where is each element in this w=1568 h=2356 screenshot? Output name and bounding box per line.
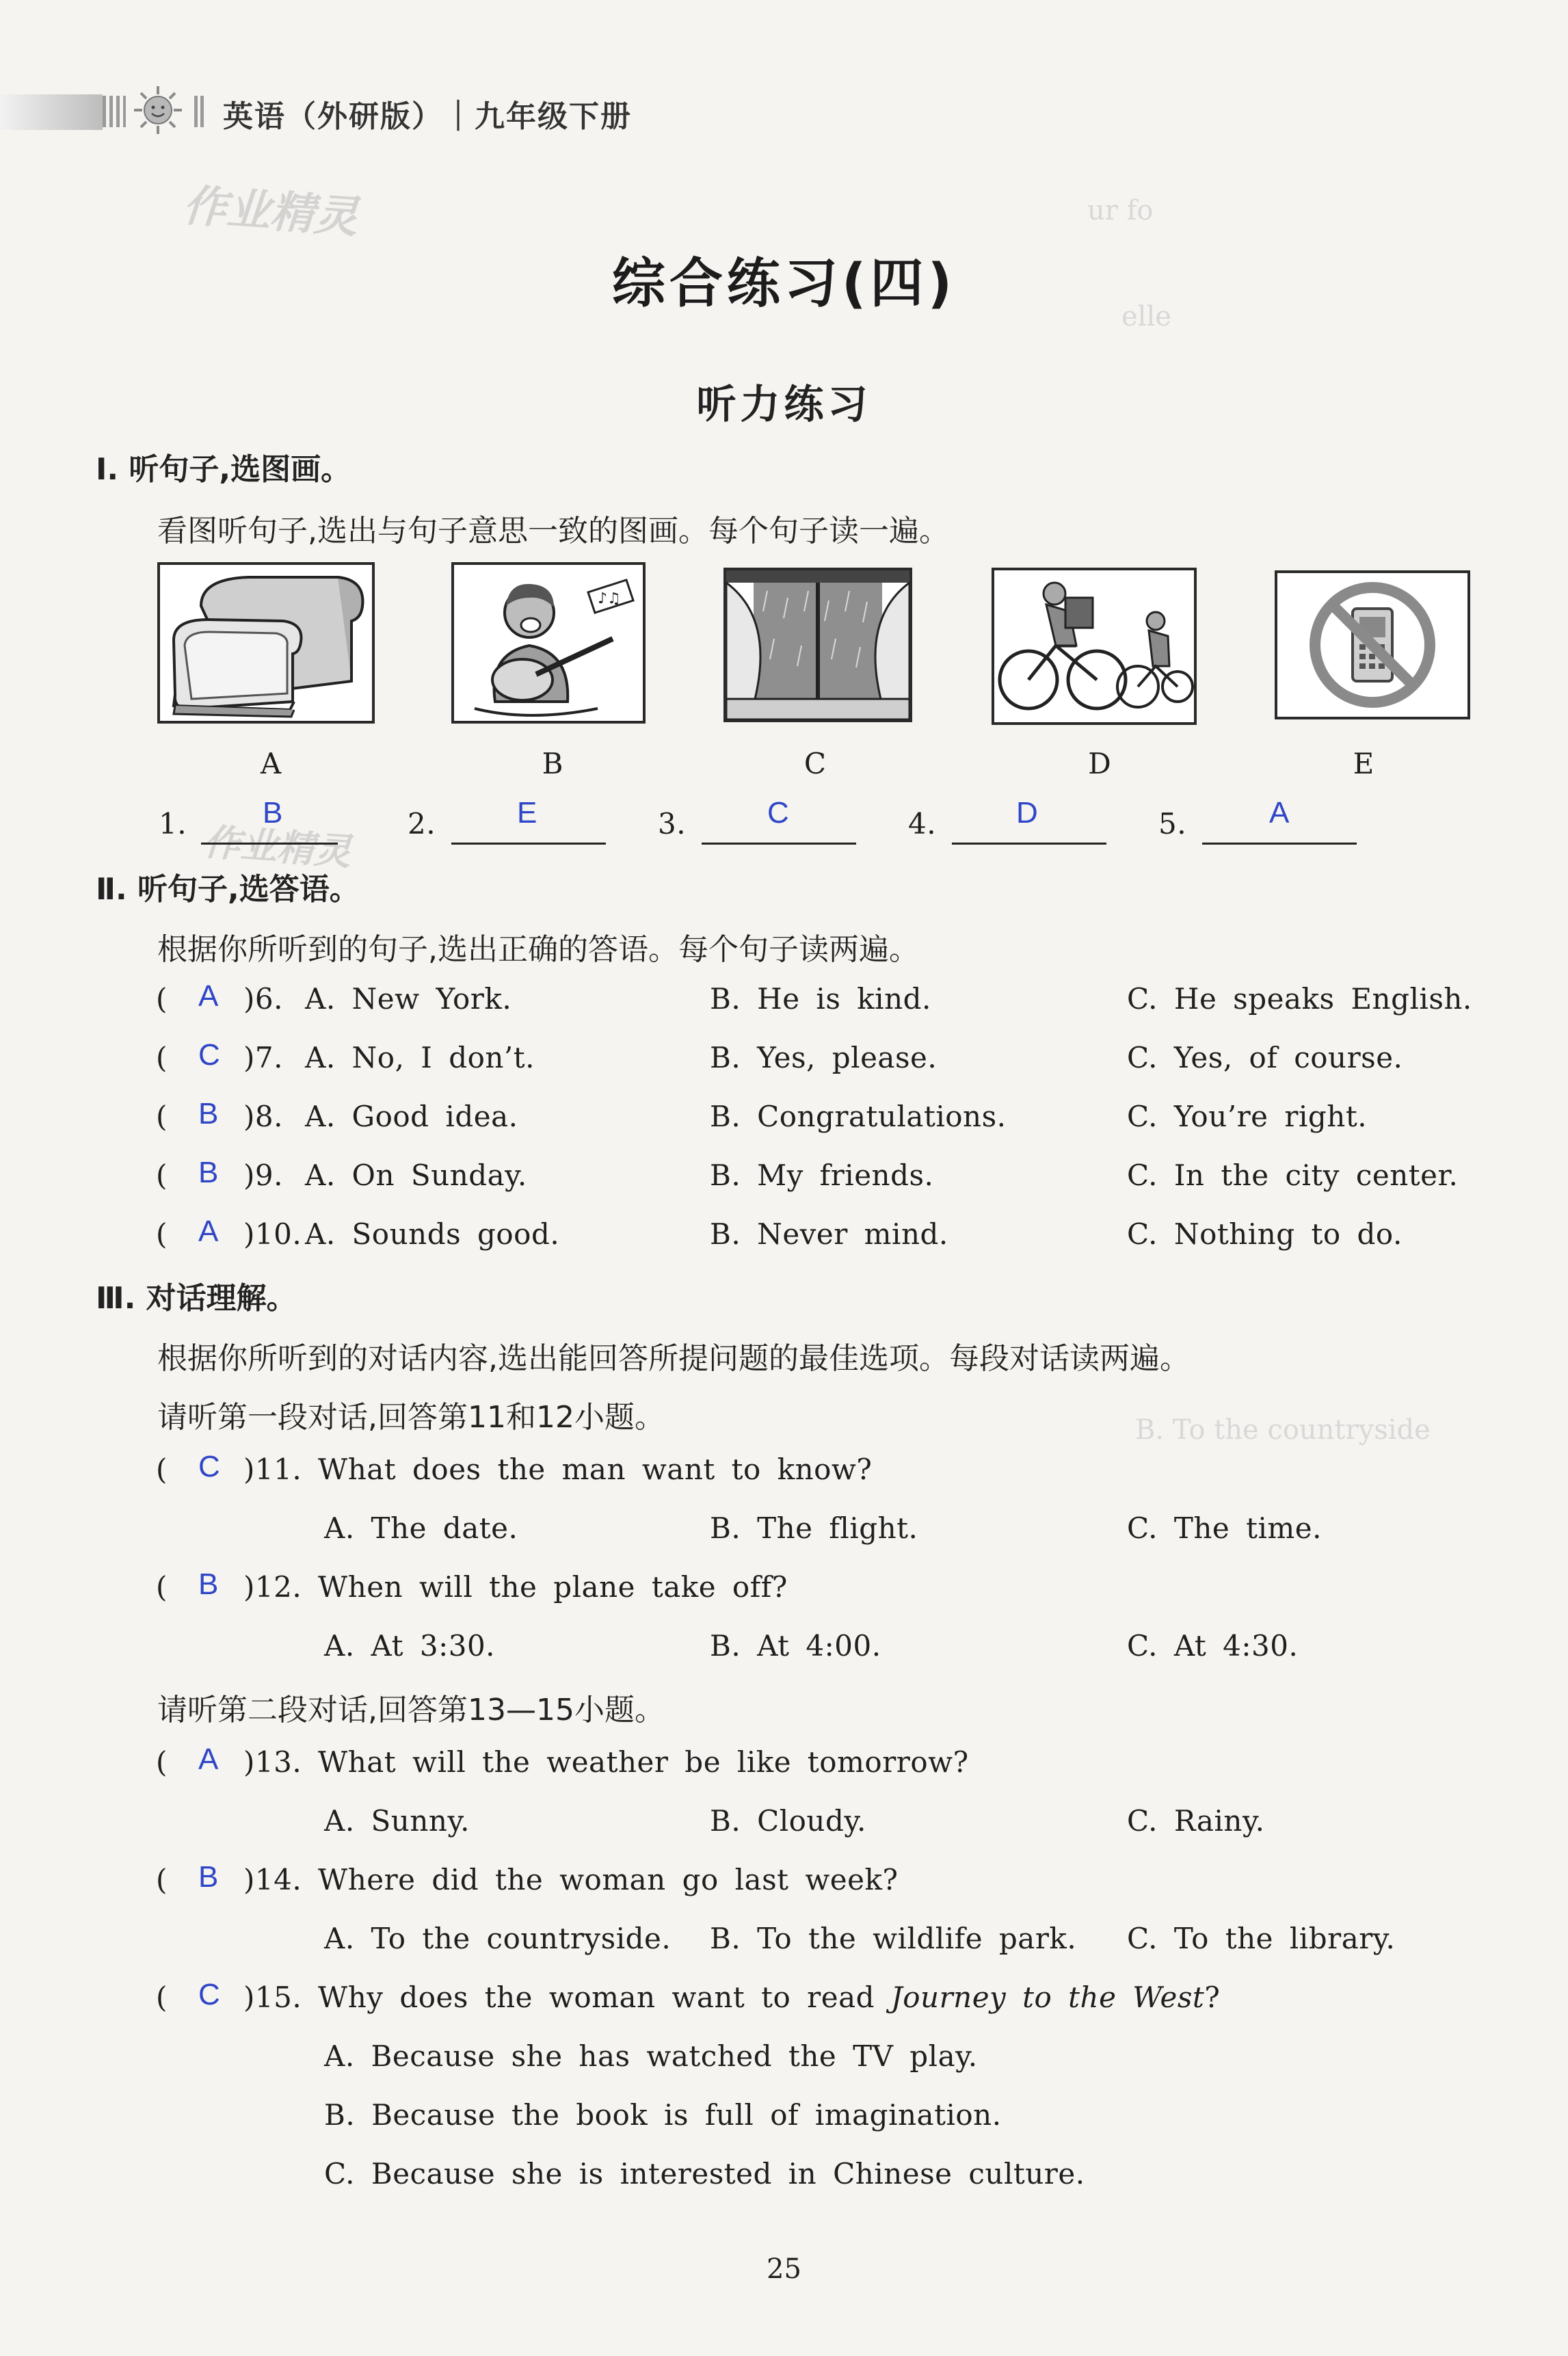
- option-b: B. Congratulations.: [710, 1100, 1007, 1133]
- option-a: A. To the countryside.: [324, 1922, 672, 1955]
- bleed-text: elle: [1121, 301, 1171, 332]
- section-subtitle: 听力练习: [696, 381, 872, 427]
- answer-handwritten: A: [1269, 796, 1290, 830]
- svg-text:♪♫: ♪♫: [598, 590, 621, 607]
- answer-handwritten: A: [198, 979, 219, 1013]
- book-title-italic: Journey to the West: [890, 1981, 1205, 2014]
- question-text: )14. Where did the woman go last week?: [243, 1863, 899, 1896]
- option-b: B. My friends.: [710, 1159, 934, 1192]
- answer-handwritten: B: [198, 1860, 219, 1894]
- answer-handwritten: A: [198, 1215, 219, 1248]
- answer-number: 3.: [658, 807, 687, 841]
- option-c: C. Because she is interested in Chinese culture.: [324, 2157, 1085, 2190]
- picture-a: [157, 562, 375, 724]
- section-heading: Ⅲ. 对话理解。: [96, 1281, 297, 1316]
- header-stripes: [103, 96, 126, 127]
- question-number: )7.: [243, 1041, 283, 1074]
- picture-label: D: [1088, 747, 1111, 780]
- option-b: B. To the wildlife park.: [710, 1922, 1077, 1955]
- answer-handwritten: B: [198, 1567, 219, 1601]
- option-c: C. Rainy.: [1127, 1804, 1265, 1838]
- answer-number: 4.: [908, 807, 937, 841]
- question-number: )6.: [243, 982, 283, 1016]
- option-c: C. You’re right.: [1127, 1100, 1368, 1133]
- sun-logo-icon: [133, 85, 183, 135]
- question-text: )12. When will the plane take off?: [243, 1570, 788, 1604]
- option-b: B. Never mind.: [710, 1217, 948, 1251]
- paren-open: (: [156, 1745, 168, 1779]
- option-a: A. Sunny.: [324, 1804, 470, 1838]
- answer-handwritten: A: [198, 1743, 219, 1776]
- dialog-instruction: 请听第一段对话,回答第11和12小题。: [157, 1400, 665, 1435]
- option-a: A. No, I don’t.: [305, 1041, 535, 1074]
- option-a: A. The date.: [324, 1511, 518, 1545]
- option-a: A. At 3:30.: [324, 1629, 496, 1663]
- rainy-window-icon: [726, 570, 909, 719]
- answer-handwritten: C: [198, 1038, 220, 1072]
- question-number: )9.: [243, 1159, 283, 1192]
- answer-blank: [702, 843, 856, 845]
- section-instruction: 根据你所听到的对话内容,选出能回答所提问题的最佳选项。每段对话读两遍。: [157, 1341, 1190, 1376]
- answer-number: 5.: [1158, 807, 1187, 841]
- option-c: C. Nothing to do.: [1127, 1217, 1403, 1251]
- bread-icon: [160, 565, 372, 721]
- option-c: C. The time.: [1127, 1511, 1322, 1545]
- paren-open: (: [156, 1217, 168, 1251]
- answer-handwritten: B: [263, 796, 283, 830]
- picture-label: C: [803, 747, 827, 780]
- option-c: C. To the library.: [1127, 1922, 1396, 1955]
- option-c: C. In the city center.: [1127, 1159, 1459, 1192]
- option-b: B. The flight.: [710, 1511, 918, 1545]
- answer-handwritten: B: [198, 1156, 219, 1189]
- section-instruction: 看图听句子,选出与句子意思一致的图画。每个句子读一遍。: [157, 514, 949, 548]
- paren-open: (: [156, 1863, 168, 1896]
- cyclists-icon: [994, 570, 1194, 722]
- answer-blank: [451, 843, 606, 845]
- page-number: 25: [767, 2253, 801, 2285]
- bleed-text: B. To the countryside: [1135, 1414, 1431, 1446]
- option-a: A. On Sunday.: [305, 1159, 527, 1192]
- answer-handwritten: E: [517, 796, 537, 830]
- paren-open: (: [156, 1453, 168, 1486]
- question-text: )13. What will the weather be like tomorrow?: [243, 1745, 969, 1779]
- paren-open: (: [156, 1159, 168, 1192]
- option-b: B. Yes, please.: [710, 1041, 938, 1074]
- option-b: B. Because the book is full of imagination.: [324, 2098, 1002, 2132]
- option-c: C. Yes, of course.: [1127, 1041, 1403, 1074]
- paren-open: (: [156, 1041, 168, 1074]
- book-title: 英语（外研版）｜九年级下册: [223, 99, 632, 134]
- answer-handwritten: B: [198, 1097, 219, 1130]
- section-heading: Ⅱ. 听句子,选答语。: [96, 872, 360, 907]
- picture-b: [451, 562, 646, 724]
- watermark: 作业精灵: [181, 181, 360, 243]
- picture-label: E: [1353, 747, 1374, 780]
- answer-handwritten: C: [198, 1978, 220, 2011]
- option-a: A. Because she has watched the TV play.: [324, 2039, 978, 2073]
- header-stripes-2: [194, 96, 204, 127]
- section-instruction: 根据你所听到的句子,选出正确的答语。每个句子读两遍。: [157, 932, 919, 967]
- option-c: C. At 4:30.: [1127, 1629, 1299, 1663]
- question-text: [243, 1981, 1220, 2014]
- page-title: 综合练习(四): [611, 253, 957, 315]
- option-a: A. Sounds good.: [305, 1217, 560, 1251]
- answer-blank: [952, 843, 1106, 845]
- answer-number: 1.: [159, 807, 187, 841]
- header-gradient-bar: [0, 94, 103, 130]
- dialog-instruction: 请听第二段对话,回答第13—15小题。: [157, 1693, 665, 1728]
- paren-open: (: [156, 1981, 168, 2014]
- paren-open: (: [156, 1570, 168, 1604]
- question-text-part: ?: [1204, 1981, 1221, 2014]
- option-c: C. He speaks English.: [1127, 982, 1472, 1016]
- option-b: B. Cloudy.: [710, 1804, 866, 1838]
- question-number: )8.: [243, 1100, 283, 1133]
- question-text-part: )15. Why does the woman want to read: [243, 1981, 891, 2014]
- picture-d: [992, 568, 1197, 725]
- answer-handwritten: D: [1016, 796, 1038, 830]
- option-b: B. At 4:00.: [710, 1629, 881, 1663]
- no-phone-icon: [1277, 573, 1467, 717]
- picture-e: [1275, 570, 1470, 719]
- answer-blank: [201, 843, 338, 845]
- answer-blank: [1202, 843, 1357, 845]
- section-heading: Ⅰ. 听句子,选图画。: [96, 452, 351, 487]
- question-text: )11. What does the man want to know?: [243, 1453, 873, 1486]
- guitar-singer-icon: [454, 565, 643, 721]
- option-a: A. Good idea.: [305, 1100, 518, 1133]
- paren-open: (: [156, 982, 168, 1016]
- option-b: B. He is kind.: [710, 982, 931, 1016]
- picture-label: B: [542, 747, 563, 780]
- answer-handwritten: C: [767, 796, 789, 830]
- answer-handwritten: C: [198, 1450, 220, 1483]
- watermark: 作业精灵: [202, 820, 353, 874]
- picture-c: [723, 568, 912, 722]
- option-a: A. New York.: [305, 982, 512, 1016]
- question-number: )10.: [243, 1217, 302, 1251]
- bleed-text: ur fo: [1087, 195, 1154, 226]
- answer-number: 2.: [408, 807, 436, 841]
- picture-label: A: [260, 747, 282, 780]
- paren-open: (: [156, 1100, 168, 1133]
